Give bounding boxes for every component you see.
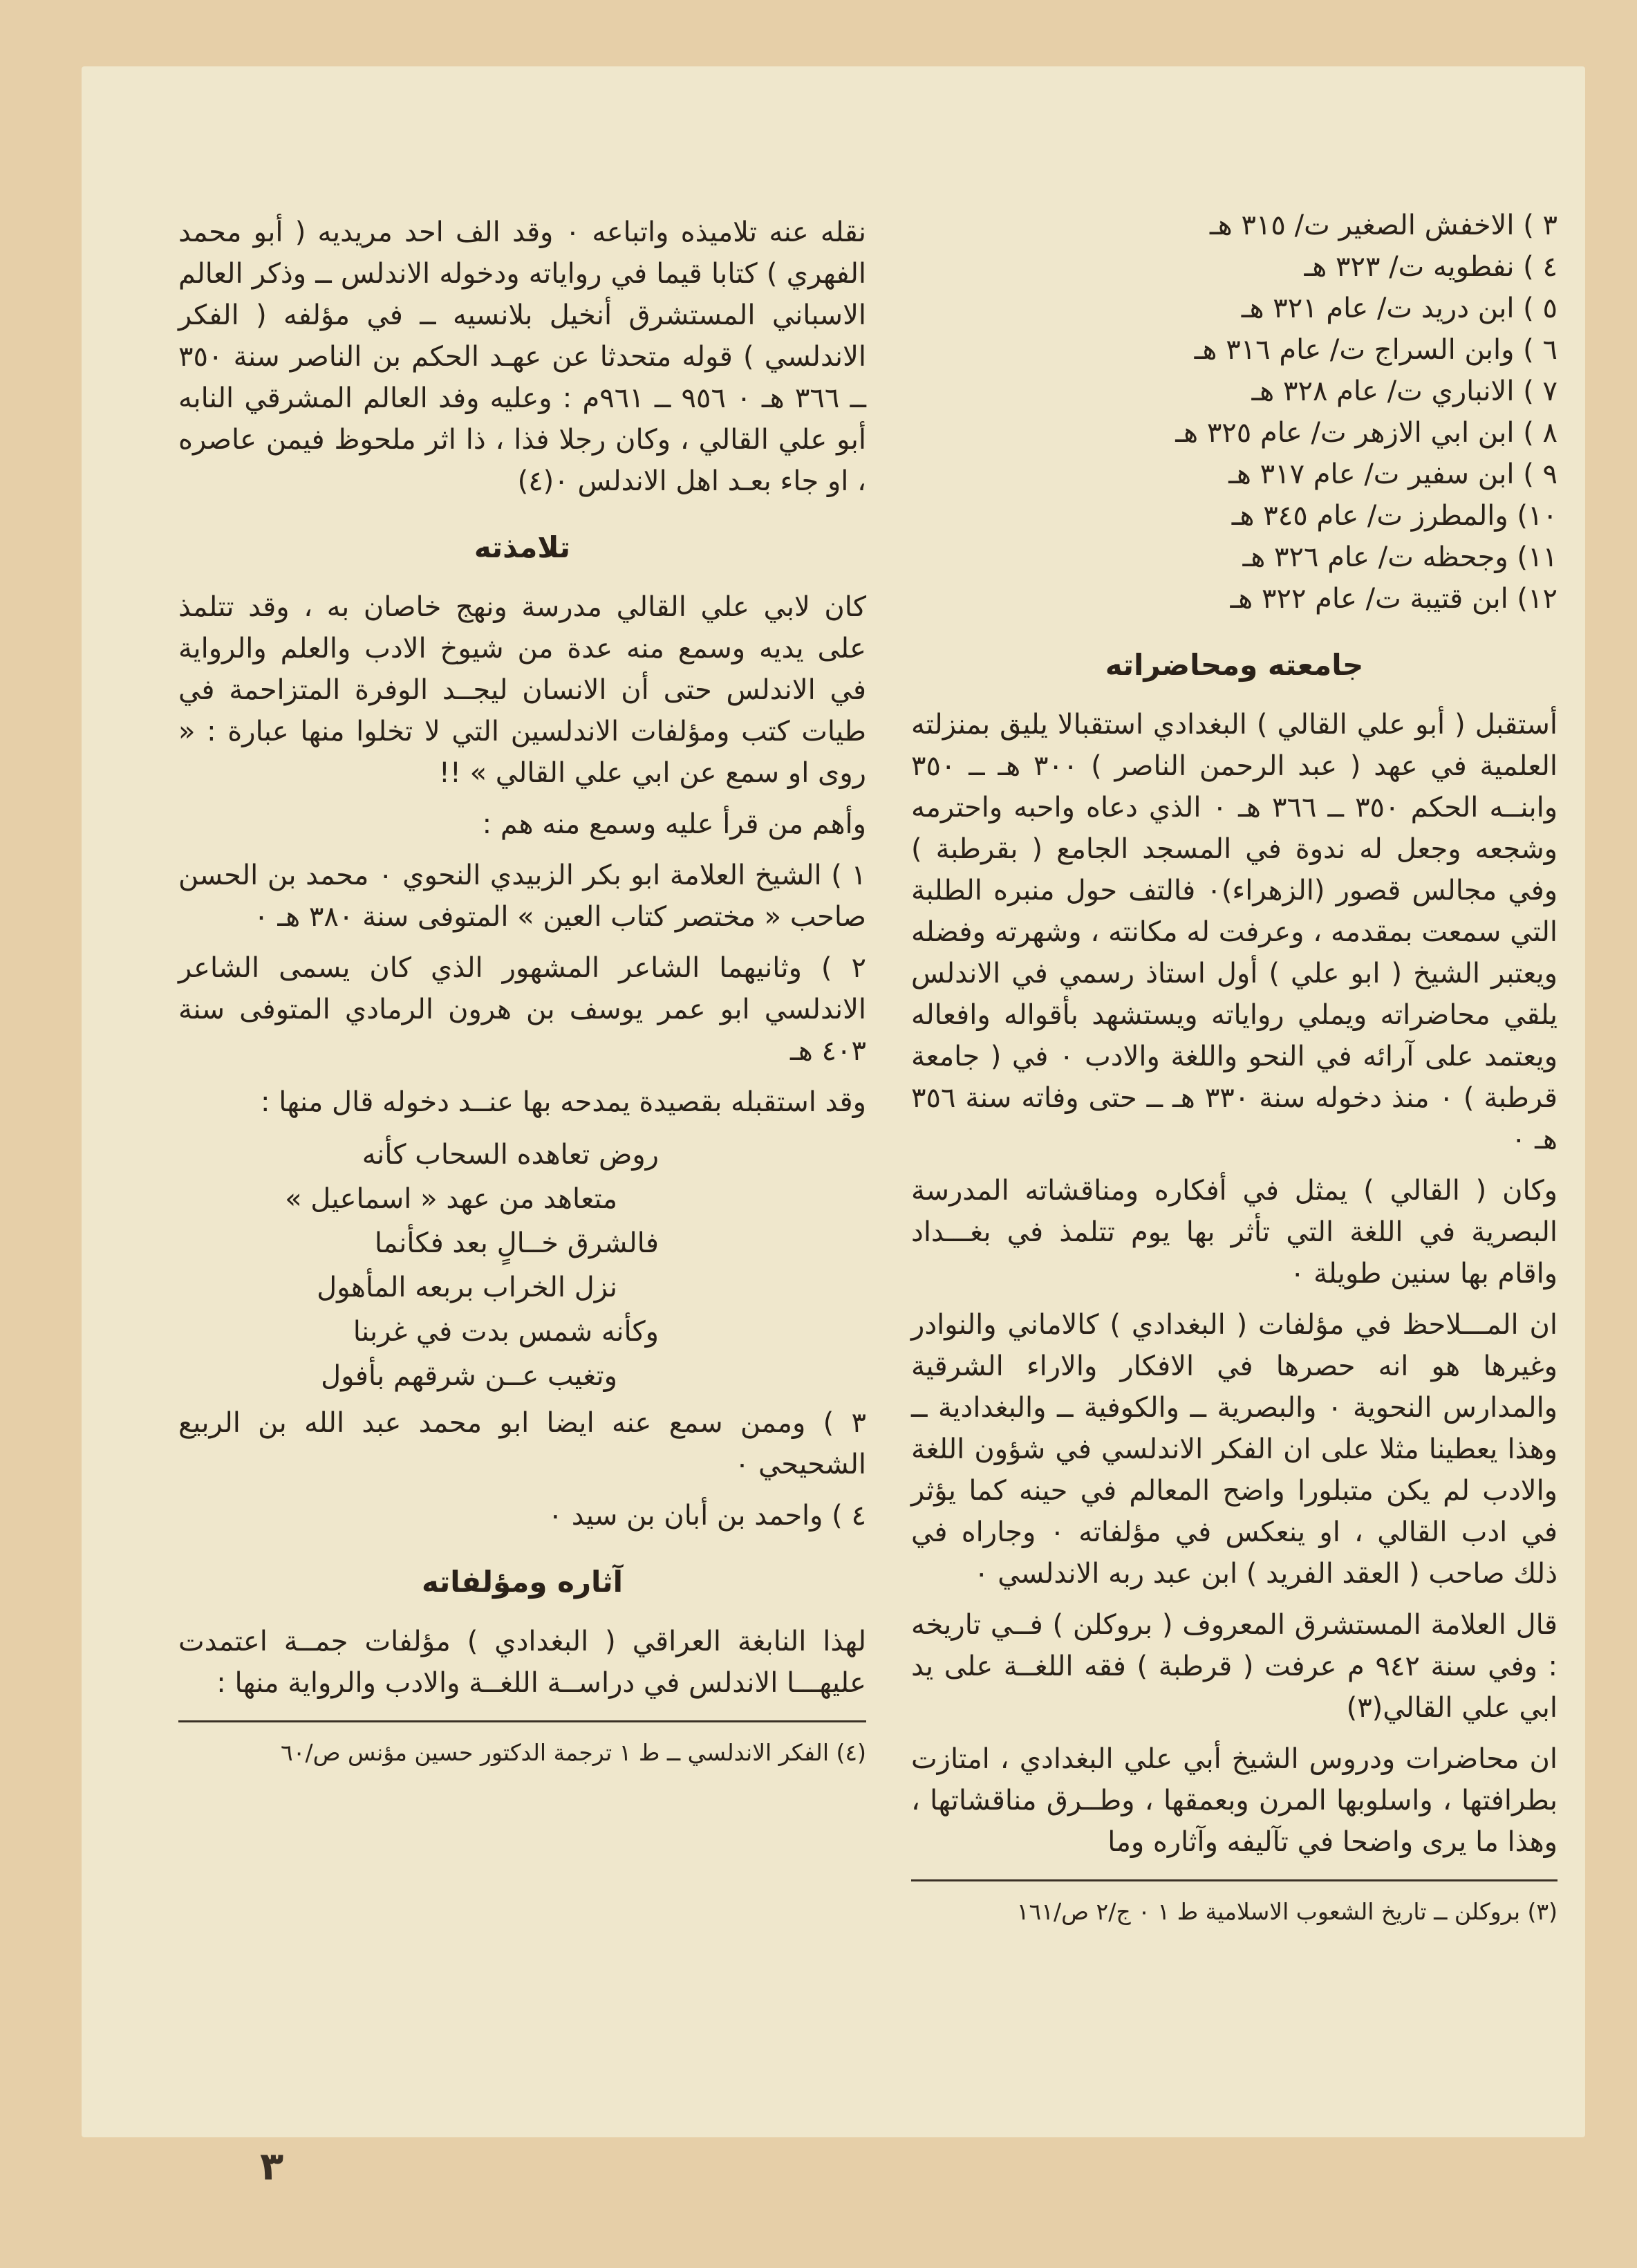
list-item: ٨ ) ابن ابي الازهر ت/ عام ٣٢٥ هـ <box>1175 417 1558 449</box>
footnote-divider <box>178 1720 866 1722</box>
poem-verse: وتغيب عــن شرقهم بأفول <box>321 1360 617 1392</box>
right-column <box>911 205 1558 1930</box>
list-item: ٦ ) وابن السراج ت/ عام ٣١٦ هـ <box>1194 334 1558 366</box>
list-item: ١٠) والمطرز ت/ عام ٣٤٥ هـ <box>1231 500 1558 532</box>
poem-verse: فالشرق خــالٍ بعد فكأنما <box>374 1227 659 1259</box>
page-number: ٣ <box>260 2144 284 2189</box>
list-item: ١ ) الشيخ العلامة ابو بكر الزبيدي النحوي ٠ محمد بن الحسن صاحب « مختصر كتاب العين » المتوفى سنة ٣٨٠ هـ ٠ <box>178 859 866 933</box>
scholars-list <box>911 205 1558 620</box>
poem-verse: روض تعاهده السحاب كأنه <box>362 1139 659 1171</box>
paragraph: قال العلامة المستشرق المعروف ( بروكلن ) فــي تاريخه : وفي سنة ٩٤٢ م عرفت ( قرطبة ) فقه اللغــة على يد ابي علي القالي(٣) <box>911 1609 1558 1724</box>
list-item: ٥ ) ابن دريد ت/ عام ٣٢١ هـ <box>1241 292 1558 324</box>
left-column <box>178 212 866 1771</box>
paragraph: ان محاضرات ودروس الشيخ أبي علي البغدادي ، امتازت بطرافتها ، واسلوبها المرن وبعمقها ، وطــرق مناقشاتها ، وهذا ما يرى واضحا في تآليفه وآثاره وما <box>911 1743 1558 1858</box>
poem <box>178 1133 866 1398</box>
list-item: ١٢) ابن قتيبة ت/ عام ٣٢٢ هـ <box>1230 583 1558 615</box>
list-item: ٤ ) واحمد بن أبان بن سيد ٠ <box>548 1500 866 1532</box>
section-heading: جامعته ومحاضراته <box>1105 648 1364 682</box>
list-item: ٧ ) الانباري ت/ عام ٣٢٨ هـ <box>1251 375 1558 407</box>
list-item: ٢ ) وثانيهما الشاعر المشهور الذي كان يسمى الشاعر الاندلسي ابو عمر يوسف بن هرون الرمادي المتوفى سنة ٤٠٣ هـ <box>178 952 866 1067</box>
list-item: ٣ ) الاخفش الصغير ت/ ٣١٥ هـ <box>1209 210 1558 241</box>
paragraph: وكان ( القالي ) يمثل في أفكاره ومناقشاته المدرسة البصرية في اللغة التي تأثر بها يوم تتلمذ في بغـــداد واقام بها سنين طويلة ٠ <box>911 1175 1558 1290</box>
paragraph: نقله عنه تلاميذه واتباعه ٠ وقد الف احد مريديه ( أبو محمد الفهري ) كتابا قيما في رواياته ودخوله الاندلس ــ وذكر العالم الاسباني المستشرق أنخيل بلانسيه ــ في مؤلفه ( الفكر الاندلسي ) قوله متحدثا عن عهـد الحكم بن الناصر سنة ٣٥٠ ــ ٣٦٦ هـ ٠ ٩٥٦ ــ ٩٦١م : وعليه وفد العالم المشرقي النابه أبو علي القالي ، وكان رجلا فذا ، ذا اثر ملحوظ فيمن عاصره ، او جاء بعـد اهل الاندلس ٠(٤) <box>178 216 867 497</box>
list-item: ٣ ) وممن سمع عنه ايضا ابو محمد عبد الله بن الربيع الشحيحي ٠ <box>178 1407 866 1480</box>
list-item: ١١) وجحظه ت/ عام ٣٢٦ هـ <box>1242 541 1558 573</box>
footnote: (٤) الفكر الاندلسي ــ ط ١ ترجمة الدكتور حسين مؤنس ص/٦٠ <box>281 1739 866 1766</box>
paragraph: لهذا النابغة العراقي ( البغدادي ) مؤلفات جمــة اعتمدت عليهـــا الاندلس في دراســة اللغــة والادب والرواية منها : <box>178 1626 866 1699</box>
section-heading: تلامذته <box>474 530 571 564</box>
paragraph: ان المـــلاحظ في مؤلفات ( البغدادي ) كالاماني والنوادر وغيرها هو انه حصرها في الافكار والاراء الشرقية والمدارس النحوية ٠ والبصرية ــ والكوفية ــ والبغدادية ــ وهذا يعطينا مثلا على ان الفكر الاندلسي في شؤون اللغة والادب لم يكن متبلورا واضح المعالم في حينه كما يؤثر في ادب القالي ، او ينعكس في مؤلفاته ٠ وجاراه في ذلك صاحب ( العقد الفريد ) ابن عبد ربه الاندلسي ٠ <box>911 1309 1558 1590</box>
paragraph: وأهم من قرأ عليه وسمع منه هم : <box>482 808 866 840</box>
poem-verse: نزل الخراب بربعه المأهول <box>317 1272 617 1303</box>
paragraph: أستقبل ( أبو علي القالي ) البغدادي استقبالا يليق بمنزلته العلمية في عهد ( عبد الرحمن الناصر ) ٣٠٠ هـ ــ ٣٥٠ وابنــه الحكم ٣٥٠ ــ ٣٦٦ هـ ٠ الذي دعاه واحبه واحترمه وشجعه وجعل له ندوة في المسجد الجامع ( بقرطبة ) وفي مجالس قصور (الزهراء)٠ فالتف حول منبره الطلبة التي سمعت بمقدمه ، وعرفت له مكانته ، وشهرته وفضله ويعتبر الشيخ ( ابو علي ) أول استاذ رسمي في الاندلس يلقي محاضراته ويملي رواياته ويستشهد بأقواله وافعاله ويعتمد على آرائه في النحو واللغة والادب ٠ في ( جامعة قرطبة ) ٠ منذ دخوله سنة ٣٣٠ هـ ــ حتى وفاته سنة ٣٥٦ هـ ٠ <box>911 709 1558 1155</box>
paragraph: كان لابي علي القالي مدرسة ونهج خاصان به ، وقد تتلمذ على يديه وسمع منه عدة من شيوخ الادب والعلم والرواية في الاندلس حتى أن الانسان ليجــد الوفرة المتزاحمة في طيات كتب ومؤلفات الاندلسين التي لا تخلوا منها عبارة : « روى او سمع عن ابي علي القالي » !! <box>178 591 866 789</box>
list-item: ٤ ) نفطويه ت/ ٣٢٣ هـ <box>1304 251 1558 283</box>
list-item: ٩ ) ابن سفير ت/ عام ٣١٧ هـ <box>1228 458 1558 490</box>
magazine-page <box>82 66 1585 2189</box>
footnote: (٣) بروكلن ــ تاريخ الشعوب الاسلامية ط ١ ٠ ج/٢ ص/١٦١ <box>1016 1898 1558 1925</box>
section-heading: آثاره ومؤلفاته <box>422 1565 623 1599</box>
poem-verse: متعاهد من عهد « اسماعيل » <box>285 1183 617 1215</box>
footnote-divider <box>911 1879 1558 1881</box>
paragraph: وقد استقبله بقصيدة يمدحه بها عنــد دخوله قال منها : <box>261 1086 866 1118</box>
poem-verse: وكأنه شمس بدت في غربنا <box>353 1316 659 1348</box>
